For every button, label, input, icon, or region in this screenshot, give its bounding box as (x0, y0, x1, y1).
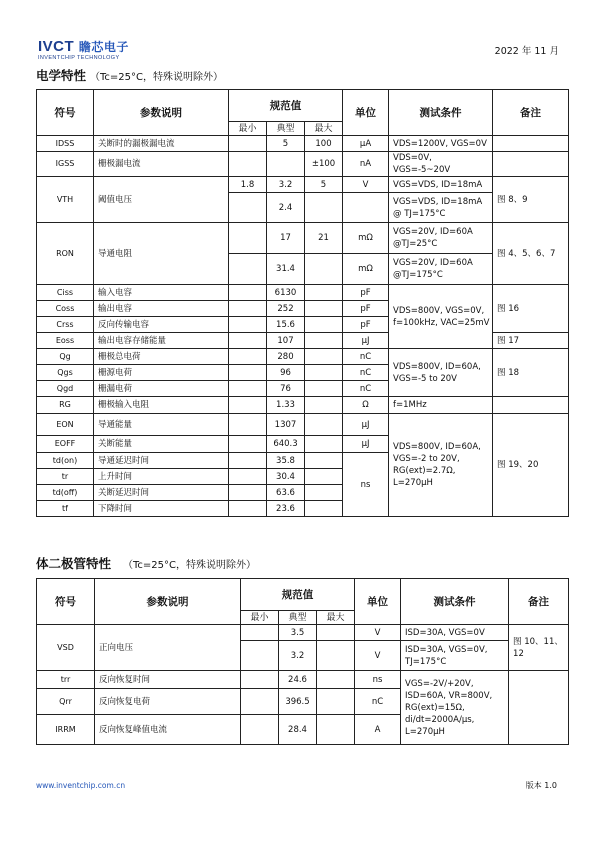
header-unit: 单位 (355, 579, 401, 625)
table-row: VSD 正向电压 3.5 V ISD=30A, VGS=0V 图 10、11、12 (37, 625, 569, 641)
table-row: 3.2 V ISD=30A, VGS=0V, TJ=175°C (37, 641, 569, 671)
logo-wordmark: IVCT 瞻芯电子 (38, 38, 129, 55)
table-row: IDSS 关断时的漏极漏电流 5 100 μA VDS=1200V, VGS=0V (37, 136, 569, 152)
section-condition: （Tc=25°C，特殊说明除外） (90, 72, 224, 83)
table-row: EOFF 关断能量 640.3 μJ (37, 436, 569, 453)
table-row: Qgd 栅漏电荷 76 nC (37, 381, 569, 397)
footer-website-link[interactable]: www.inventchip.com.cn (36, 781, 126, 790)
section-title-body-diode: 体二极管特性 （Tc=25°C，特殊说明除外） (36, 556, 257, 571)
table-row: EON 导通能量 1307 μJ VDS=800V, ID=60A, VGS=-2 to 20V, RG(ext)=2.7Ω, L=270μH 图 19、20 (37, 414, 569, 436)
table-row: td(off) 关断延迟时间 63.6 (37, 485, 569, 501)
table-row: Qgs 栅源电荷 96 nC (37, 365, 569, 381)
body-diode-table (36, 578, 569, 745)
table-row: RON 导通电阻 17 21 mΩ VGS=20V, ID=60A @TJ=25°C 图 4、5、6、7 (37, 223, 569, 254)
header-spec: 规范值 (241, 579, 355, 611)
table-row: Qg 栅极总电荷 280 nC VDS=800V, ID=60A, VGS=-5 to 20V 图 18 (37, 349, 569, 365)
header-note: 备注 (509, 579, 569, 625)
electrical-characteristics-table (36, 89, 569, 517)
table-row: trr 反向恢复时间 24.6 ns VGS=-2V/+20V, ISD=60A, VR=800V, RG(ext)=15Ω, di/dt=2000A/μs, L=270μH (37, 671, 569, 689)
table-row: Qrr 反向恢复电荷 396.5 nC (37, 689, 569, 715)
table-row: Coss 输出电容 252 pF (37, 301, 569, 317)
company-logo (38, 39, 148, 63)
header-spec: 规范值 (229, 90, 343, 122)
header-cond: 测试条件 (389, 90, 493, 136)
table-row: VTH 阈值电压 1.8 3.2 5 V VGS=VDS, ID=18mA 图 8、9 (37, 177, 569, 193)
table-row: 2.4 VGS=VDS, ID=18mA @ TJ=175°C (37, 193, 569, 223)
table-row: td(on) 导通延迟时间 35.8 ns (37, 453, 569, 469)
table-row: Crss 反向传输电容 15.6 pF (37, 317, 569, 333)
table-row: tr 上升时间 30.4 (37, 469, 569, 485)
table-row: IGSS 栅极漏电流 ±100 nA VDS=0V, VGS=-5~20V (37, 152, 569, 177)
table-row: RG 栅极输入电阻 1.33 Ω f=1MHz (37, 397, 569, 414)
header-typ: 典型 (267, 122, 305, 136)
header-param: 参数说明 (95, 579, 241, 625)
header-param: 参数说明 (94, 90, 229, 136)
section-title-electrical: 电学特性 （Tc=25°C，特殊说明除外） (36, 68, 224, 83)
header-typ: 典型 (279, 611, 317, 625)
table-row: tf 下降时间 23.6 (37, 501, 569, 517)
header-unit: 单位 (343, 90, 389, 136)
document-date: 2022 年 11 月 (494, 46, 559, 57)
table-row: IRRM 反向恢复峰值电流 28.4 A (37, 715, 569, 745)
header-max: 最大 (317, 611, 355, 625)
section-condition: （Tc=25°C，特殊说明除外） (123, 560, 257, 571)
header-symbol: 符号 (37, 579, 95, 625)
logo-subtitle: INVENTCHIP TECHNOLOGY (38, 55, 120, 61)
table-row: Ciss 输入电容 6130 pF VDS=800V, VGS=0V, f=100kHz, VAC=25mV 图 16 (37, 285, 569, 301)
header-max: 最大 (305, 122, 343, 136)
header-note: 备注 (493, 90, 569, 136)
table-row: 31.4 mΩ VGS=20V, ID=60A @TJ=175°C (37, 254, 569, 285)
table-row: Eoss 输出电容存储能量 107 μJ 图 17 (37, 333, 569, 349)
footer-version: 版本 1.0 (525, 781, 557, 790)
header-min: 最小 (229, 122, 267, 136)
header-symbol: 符号 (37, 90, 94, 136)
header-min: 最小 (241, 611, 279, 625)
header-cond: 测试条件 (401, 579, 509, 625)
